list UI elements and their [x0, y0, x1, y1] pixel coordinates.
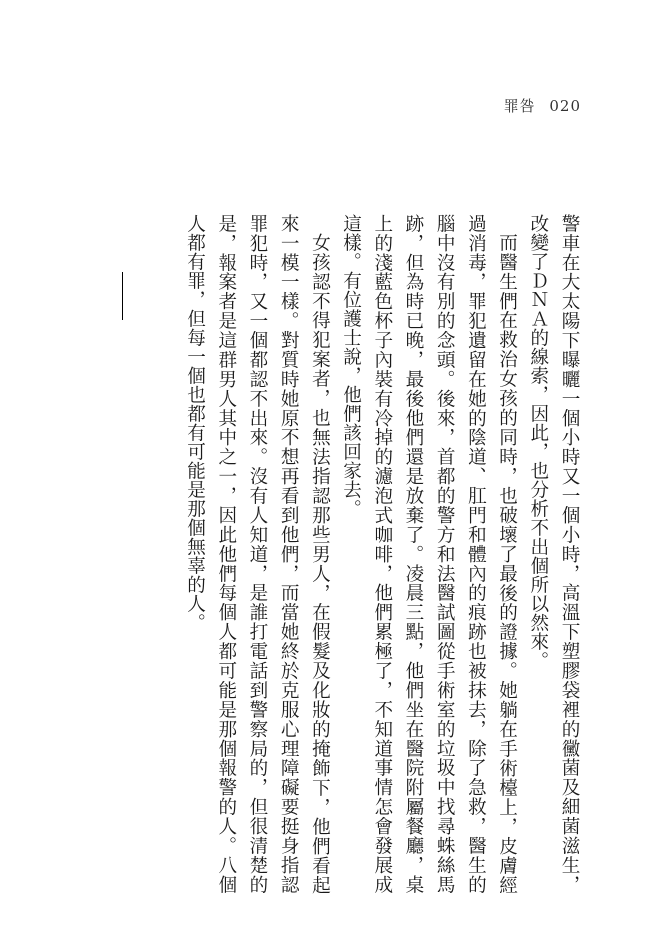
page-number: 020: [549, 97, 581, 115]
paragraph-2: 而醫生們在救治女孩的同時，也破壞了最後的證據。她躺在手術檯上，皮膚經過消毒，罪犯遺留在她的陰道、肛門和體內的痕跡也被抹去，除了急救，醫生的腦中沒有別的念頭。後來，首都的警方和法醫試圖從手術室的垃圾中找尋蛛絲馬跡，但為時已晚，最後他們還是放棄了。凌晨三點，他們坐在醫院附屬餐廳，桌上的淺藍色杯子內裝有冷掉的濾泡式咖啡，他們累極了，不知道事情怎會發展成這樣。有位護士說，他們該回家去。: [340, 214, 518, 894]
paragraph-3: 女孩認不得犯案者，也無法指認那些男人，在假髮及化妝的掩飾下，他們看起來一模一樣。對質時她原不想再看到他們，而當她終於克服心理障礙要挺身指認罪犯時，又一個都認不出來。沒有人知道，是誰打電話到警察局的，但很清楚的是，報案者是這群男人其中之一，因此他們每個人都可能是那個報警的人。八個人都有罪，但每一個也都有可能是那個無辜的人。: [184, 214, 331, 894]
margin-rule: [122, 272, 123, 320]
running-header: [504, 95, 581, 116]
body-text: [115, 214, 585, 894]
book-title: 罪咎: [503, 97, 536, 115]
paragraph-1: 警車在大太陽下曝曬一個小時又一個小時，高溫下塑膠袋裡的黴菌及細菌滋生，改變了ＤＮＡ的線索，因此，也分析不出個所以然來。: [527, 214, 580, 894]
